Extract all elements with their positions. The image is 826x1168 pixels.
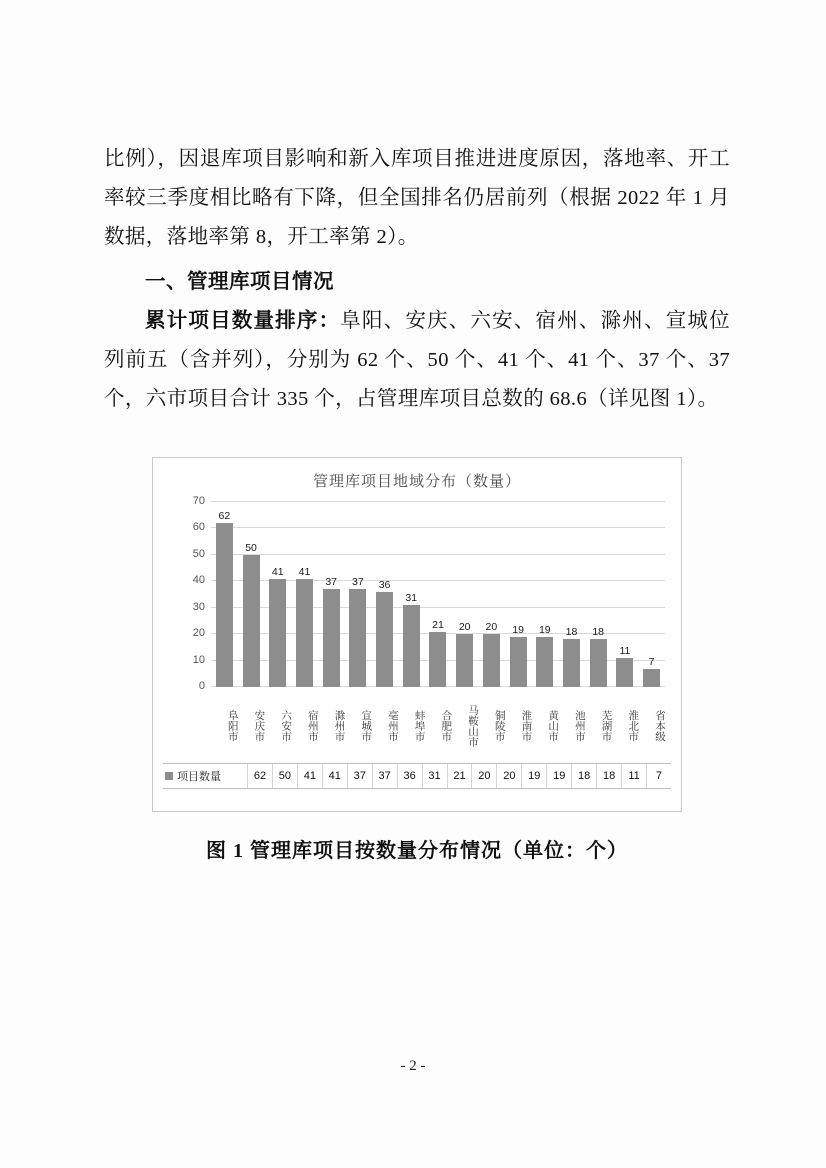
bar xyxy=(349,589,366,687)
y-axis-tick: 60 xyxy=(192,521,205,534)
page-number: - 2 - xyxy=(400,1058,426,1074)
value-cell: 62 xyxy=(248,764,273,788)
x-axis-label: 合肥市 xyxy=(440,710,453,742)
bar-value-label: 20 xyxy=(485,621,498,634)
x-axis-label-cell xyxy=(318,692,345,760)
x-axis-label: 亳州市 xyxy=(386,710,399,742)
bar xyxy=(323,589,340,687)
value-cell: 31 xyxy=(423,764,448,788)
value-cell: 18 xyxy=(597,764,622,788)
x-axis-label-cell xyxy=(638,692,665,760)
bar-value-label: 41 xyxy=(298,565,311,578)
x-axis-label-cell xyxy=(451,692,478,760)
chart-plot-area xyxy=(192,495,665,692)
chart-container xyxy=(152,457,682,812)
bar xyxy=(536,637,553,687)
bar-value-label: 37 xyxy=(325,576,337,589)
y-axis-tick: 70 xyxy=(192,495,205,507)
bar xyxy=(216,523,233,687)
bar-value-label: 18 xyxy=(592,626,605,639)
bar-value-label: 19 xyxy=(538,623,551,636)
bar xyxy=(483,634,500,687)
bar-slot xyxy=(398,502,425,687)
x-axis-label-cell xyxy=(371,692,398,760)
figure-1 xyxy=(104,457,730,812)
x-axis-label-cell xyxy=(345,692,372,760)
bar-value-label: 37 xyxy=(352,576,364,589)
x-axis-label: 马鞍山市 xyxy=(467,705,480,747)
bar-slot xyxy=(238,502,265,687)
x-axis-label: 芜湖市 xyxy=(600,710,613,742)
x-axis-label-cell xyxy=(264,692,291,760)
chart-legend-label: 项目数量 xyxy=(177,771,221,783)
x-axis-label-cell xyxy=(531,692,558,760)
x-axis-label-cell xyxy=(238,692,265,760)
bar-slot xyxy=(531,502,558,687)
x-axis-label: 阜阳市 xyxy=(226,710,239,742)
x-axis-label-cell xyxy=(291,692,318,760)
paragraph-2 xyxy=(104,302,730,419)
value-cell: 50 xyxy=(273,764,298,788)
bar-slot xyxy=(505,502,532,687)
paragraph-1: 比例），因退库项目影响和新入库项目推进进度原因，落地率、开工率较三季度相比略有下降，但全国排名仍居前列（根据 2022 年 1 月数据，落地率第 8，开工率第 2）。 xyxy=(104,148,730,248)
x-axis-label-cell xyxy=(612,692,639,760)
x-axis-label: 黄山市 xyxy=(547,710,560,742)
bar xyxy=(643,669,660,688)
chart-value-row xyxy=(248,764,671,788)
bar-slot xyxy=(612,502,639,687)
bar-slot xyxy=(451,502,478,687)
bar-value-label: 31 xyxy=(405,592,418,605)
x-axis-label: 宿州市 xyxy=(306,710,319,742)
value-cell: 21 xyxy=(448,764,473,788)
value-cell: 41 xyxy=(323,764,348,788)
chart-title: 管理库项目地域分布（数量） xyxy=(312,474,521,490)
bar-value-label: 20 xyxy=(458,621,471,634)
value-cell: 19 xyxy=(547,764,572,788)
bar xyxy=(616,658,633,687)
y-axis-tick: 40 xyxy=(192,574,205,587)
x-axis-label: 宣城市 xyxy=(360,710,373,742)
x-axis-label: 安庆市 xyxy=(253,710,266,742)
bar xyxy=(403,605,420,687)
bar-slot xyxy=(371,502,398,687)
x-axis-label-cell xyxy=(425,692,452,760)
bar-slot xyxy=(558,502,585,687)
paragraph-2-rest: 阜阳、安庆、六安、宿州、滁州、宣城位列前五（含并列），分别为 62 个、50 个、41 个、41 个、37 个、37 个，六市项目合计 335 个，占管理库项目总数的 68.6（详见图 1）。 xyxy=(104,310,730,410)
y-axis-tick: 0 xyxy=(198,680,205,692)
chart-bars xyxy=(211,502,665,687)
bar-slot xyxy=(345,502,372,687)
bar-value-label: 21 xyxy=(432,618,444,631)
bar-slot xyxy=(478,502,505,687)
chart-x-axis-labels xyxy=(211,692,665,760)
value-cell: 18 xyxy=(572,764,597,788)
bar-value-label: 62 xyxy=(218,510,231,523)
bar-slot xyxy=(318,502,345,687)
value-cell: 20 xyxy=(472,764,497,788)
x-axis-label-cell xyxy=(558,692,585,760)
page-content xyxy=(104,140,730,863)
value-cell: 19 xyxy=(522,764,547,788)
bar-slot xyxy=(585,502,612,687)
x-axis-label: 蚌埠市 xyxy=(413,710,426,742)
bar-value-label: 41 xyxy=(271,565,284,578)
paragraph-2-lead: 累计项目数量排序： xyxy=(145,310,341,332)
bar xyxy=(296,579,313,687)
x-axis-label-cell xyxy=(585,692,612,760)
x-axis-label-cell xyxy=(398,692,425,760)
y-axis-tick: 50 xyxy=(192,547,205,560)
y-axis-tick: 30 xyxy=(192,600,205,613)
value-cell: 37 xyxy=(348,764,373,788)
bar-slot xyxy=(211,502,238,687)
bar xyxy=(563,639,580,687)
legend-swatch-icon xyxy=(165,772,173,780)
x-axis-label: 六安市 xyxy=(280,710,293,742)
y-axis-tick: 20 xyxy=(192,627,205,640)
bar xyxy=(456,634,473,687)
bar-slot xyxy=(264,502,291,687)
bar-value-label: 50 xyxy=(245,541,257,554)
bar-slot xyxy=(425,502,452,687)
bar-value-label: 36 xyxy=(378,578,391,591)
x-axis-label: 淮北市 xyxy=(627,710,640,742)
x-axis-label: 池州市 xyxy=(573,710,586,742)
x-axis-label: 滁州市 xyxy=(333,710,346,742)
x-axis-label: 省本级 xyxy=(653,710,666,742)
bar xyxy=(243,555,260,687)
x-axis-label-cell xyxy=(478,692,505,760)
value-cell: 7 xyxy=(655,770,663,782)
bar-value-label: 18 xyxy=(565,626,578,639)
x-axis-label-cell xyxy=(211,692,238,760)
bar-value-label: 7 xyxy=(648,655,655,668)
bar xyxy=(510,637,527,687)
bar xyxy=(590,639,607,687)
x-axis-label: 淮南市 xyxy=(520,710,533,742)
bar-value-label: 19 xyxy=(512,623,524,636)
value-cell: 41 xyxy=(298,764,323,788)
bar-slot xyxy=(291,502,318,687)
x-axis-label-cell xyxy=(505,692,532,760)
chart-legend-entry xyxy=(163,764,248,788)
bar xyxy=(376,592,393,687)
value-cell: 37 xyxy=(373,764,398,788)
value-cell: 36 xyxy=(398,764,423,788)
chart-legend-table xyxy=(163,763,671,789)
bar xyxy=(269,579,286,687)
figure-caption: 图 1 管理库项目按数量分布情况（单位：个） xyxy=(206,840,628,862)
value-cell: 20 xyxy=(497,764,522,788)
y-axis-tick: 10 xyxy=(192,653,205,666)
bar-value-label: 11 xyxy=(619,644,631,657)
section-heading-1: 一、管理库项目情况 xyxy=(145,271,334,293)
bar xyxy=(429,632,446,688)
x-axis-label: 铜陵市 xyxy=(493,710,506,742)
bar-slot xyxy=(638,502,665,687)
value-cell: 11 xyxy=(622,764,647,788)
